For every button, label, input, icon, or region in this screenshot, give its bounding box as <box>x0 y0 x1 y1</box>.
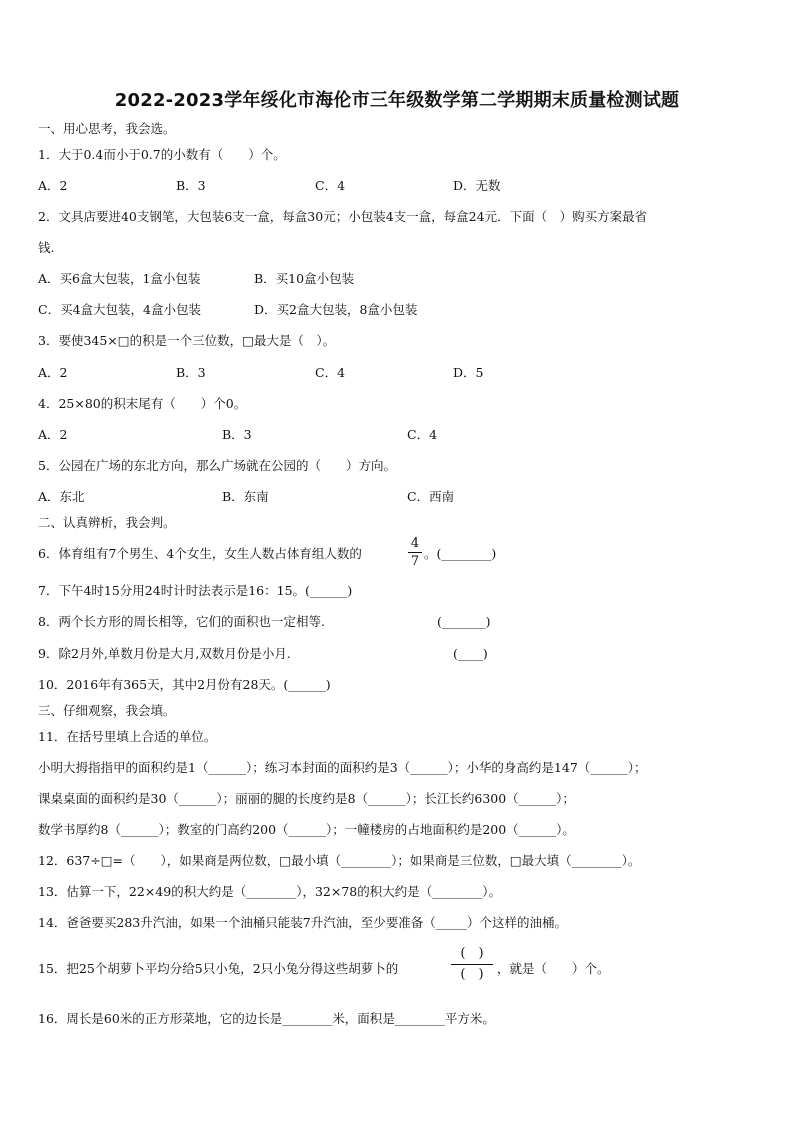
q1-option-d: D．无数 <box>453 178 501 193</box>
fraction-bar <box>451 964 493 965</box>
q8-blank: (_______) <box>437 614 491 629</box>
fraction-bar <box>408 552 422 553</box>
q1-option-b: B．3 <box>176 178 206 193</box>
question-10: 10．2016年有365天，其中2月份有28天。(______) <box>38 677 331 692</box>
page-title: 2022-2023学年绥化市海伦市三年级数学第二学期期末质量检测试题 <box>114 90 680 111</box>
q2-option-d: D．买2盒大包装，8盒小包装 <box>254 302 418 317</box>
q3-option-c: C．4 <box>315 365 346 380</box>
section-heading-3: 三、仔细观察，我会填。 <box>38 703 176 718</box>
question-11: 11．在括号里填上合适的单位。 <box>38 729 217 744</box>
q4-option-a: A．2 <box>38 427 68 442</box>
q6-fraction-denominator: 7 <box>410 554 420 569</box>
q4-option-c: C．4 <box>407 427 438 442</box>
question-3: 3．要使345×□的积是一个三位数，□最大是（ ）。 <box>38 333 336 348</box>
q3-option-a: A．2 <box>38 365 68 380</box>
q3-option-b: B．3 <box>176 365 206 380</box>
q15-fraction-numerator: ( ) <box>460 946 484 961</box>
q3-option-d: D．5 <box>453 365 484 380</box>
q6-fraction <box>408 536 422 569</box>
question-12: 12．637÷□=（ ），如果商是两位数，□最小填（________）；如果商是三位数，□最大填（________）。 <box>38 853 641 868</box>
question-8: 8．两个长方形的周长相等，它们的面积也一定相等. <box>38 614 325 629</box>
question-6-stem <box>38 545 362 563</box>
question-14: 14．爸爸要买283升汽油，如果一个油桶只能装7升汽油，至少要准备（_____）个这样的油桶。 <box>38 915 567 930</box>
q1-option-c: C．4 <box>315 178 346 193</box>
q6-blank: 。(________) <box>424 546 497 561</box>
q15-tail: ，就是（ ）个。 <box>497 961 610 976</box>
q5-option-c: C．西南 <box>407 489 455 504</box>
question-9: 9．除2月外,单数月份是大月,双数月份是小月. <box>38 646 291 661</box>
q15-fraction-denominator: ( ) <box>460 967 484 982</box>
q11-line-2: 课桌桌面的面积约是30（______）；丽丽的腿的长度约是8（______）；长江长约6300（______）； <box>38 791 575 806</box>
q15-fraction <box>451 946 493 983</box>
q11-line-1: 小明大拇指指甲的面积约是1（______）；练习本封面的面积约是3（______）；小华的身高约是147（______）； <box>38 760 647 775</box>
question-4: 4．25×80的积末尾有（ ）个0。 <box>38 396 247 411</box>
question-5: 5．公园在广场的东北方向，那么广场就在公园的（ ）方向。 <box>38 458 396 473</box>
section-heading-1: 一、用心思考，我会选。 <box>38 121 176 136</box>
q5-option-b: B．东南 <box>222 489 269 504</box>
question-7: 7．下午4时15分用24时计时法表示是16：15。(______) <box>38 583 353 598</box>
question-16: 16．周长是60米的正方形菜地，它的边长是________米，面积是________平方米。 <box>38 1011 495 1026</box>
q11-line-3: 数学书厚约8（______）；教室的门高约200（______）；一幢楼房的占地面积约是200（______）。 <box>38 822 575 837</box>
q2-option-a: A．买6盒大包装，1盒小包装 <box>38 271 201 286</box>
section-heading-2: 二、认真辨析，我会判。 <box>38 515 176 530</box>
question-6-text: 6．体育组有7个男生、4个女生，女生人数占体育组人数的 <box>38 546 362 561</box>
q5-option-a: A．东北 <box>38 489 85 504</box>
q4-option-b: B．3 <box>222 427 252 442</box>
q2-option-c: C．买4盒大包装，4盒小包装 <box>38 302 201 317</box>
question-1: 1．大于0.4而小于0.7的小数有（ ）个。 <box>38 147 286 162</box>
question-15-stem: 15．把25个胡萝卜平均分给5只小兔，2只小兔分得这些胡萝卜的 <box>38 961 399 976</box>
question-2-line2: 钱. <box>38 240 55 255</box>
q2-option-b: B．买10盒小包装 <box>254 271 355 286</box>
q9-blank: (____) <box>453 646 488 661</box>
q1-option-a: A．2 <box>38 178 68 193</box>
question-2-line1: 2．文具店要进40支钢笔，大包装6支一盒，每盒30元；小包装4支一盒，每盒24元．下面（ ）购买方案最省 <box>38 209 648 224</box>
q6-fraction-numerator: 4 <box>410 536 420 551</box>
question-13: 13．估算一下，22×49的积大约是（________），32×78的积大约是（________）。 <box>38 884 501 899</box>
